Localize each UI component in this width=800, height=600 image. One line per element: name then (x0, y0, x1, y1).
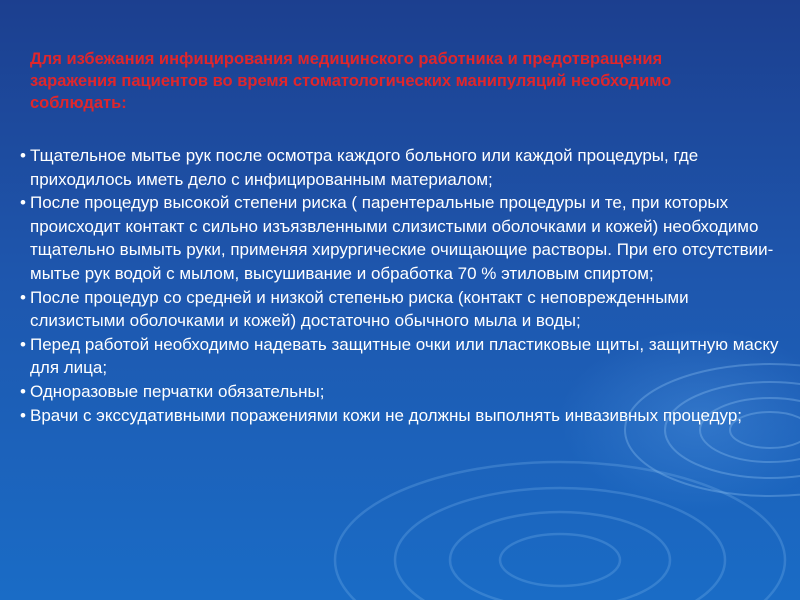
list-item-text: Перед работой необходимо надевать защитные очки или пластиковые щиты, защитную маску для лица; (30, 334, 779, 378)
bullet-marker: • (20, 334, 26, 354)
bullet-marker: • (20, 287, 26, 307)
list-item-text: Тщательное мытье рук после осмотра каждого больного или каждой процедуры, где приходилось иметь дело с инфицированным материалом; (30, 146, 699, 189)
list-item-text: Одноразовые перчатки обязательны; (30, 381, 325, 401)
bullet-marker: • (20, 193, 26, 213)
bullet-list (20, 144, 785, 427)
list-item (20, 333, 785, 380)
list-item (20, 286, 785, 333)
list-item (20, 144, 785, 191)
list-item-text: После процедур высокой степени риска ( парентеральные процедуры и те, при которых происходит контакт с сильно изъязвленными слизистыми оболочками и кожей) необходимо тщательно вымыть руки, применяя хирургические очищающие растворы. При его отсутствии- мытье рук водой с мылом, высушивание и обработка 70 % этиловым спиртом; (30, 193, 774, 283)
bullet-marker: • (20, 405, 26, 425)
slide-heading: Для избежания инфицирования медицинского работника и предотвращения заражения пациентов во время стоматологических манипуляций необходимо соблюдать: (30, 50, 672, 112)
list-item-text: Врачи с экссудативными поражениями кожи не должны выполнять инвазивных процедур; (30, 405, 743, 425)
list-item (20, 191, 785, 285)
bullet-marker: • (20, 146, 26, 165)
bullet-marker: • (20, 381, 26, 401)
list-item-text: После процедур со средней и низкой степенью риска (контакт с неповрежденными слизистыми оболочками и кожей) достаточно обычного мыла и воды; (30, 287, 689, 331)
list-item (20, 404, 785, 428)
list-item (20, 380, 785, 404)
